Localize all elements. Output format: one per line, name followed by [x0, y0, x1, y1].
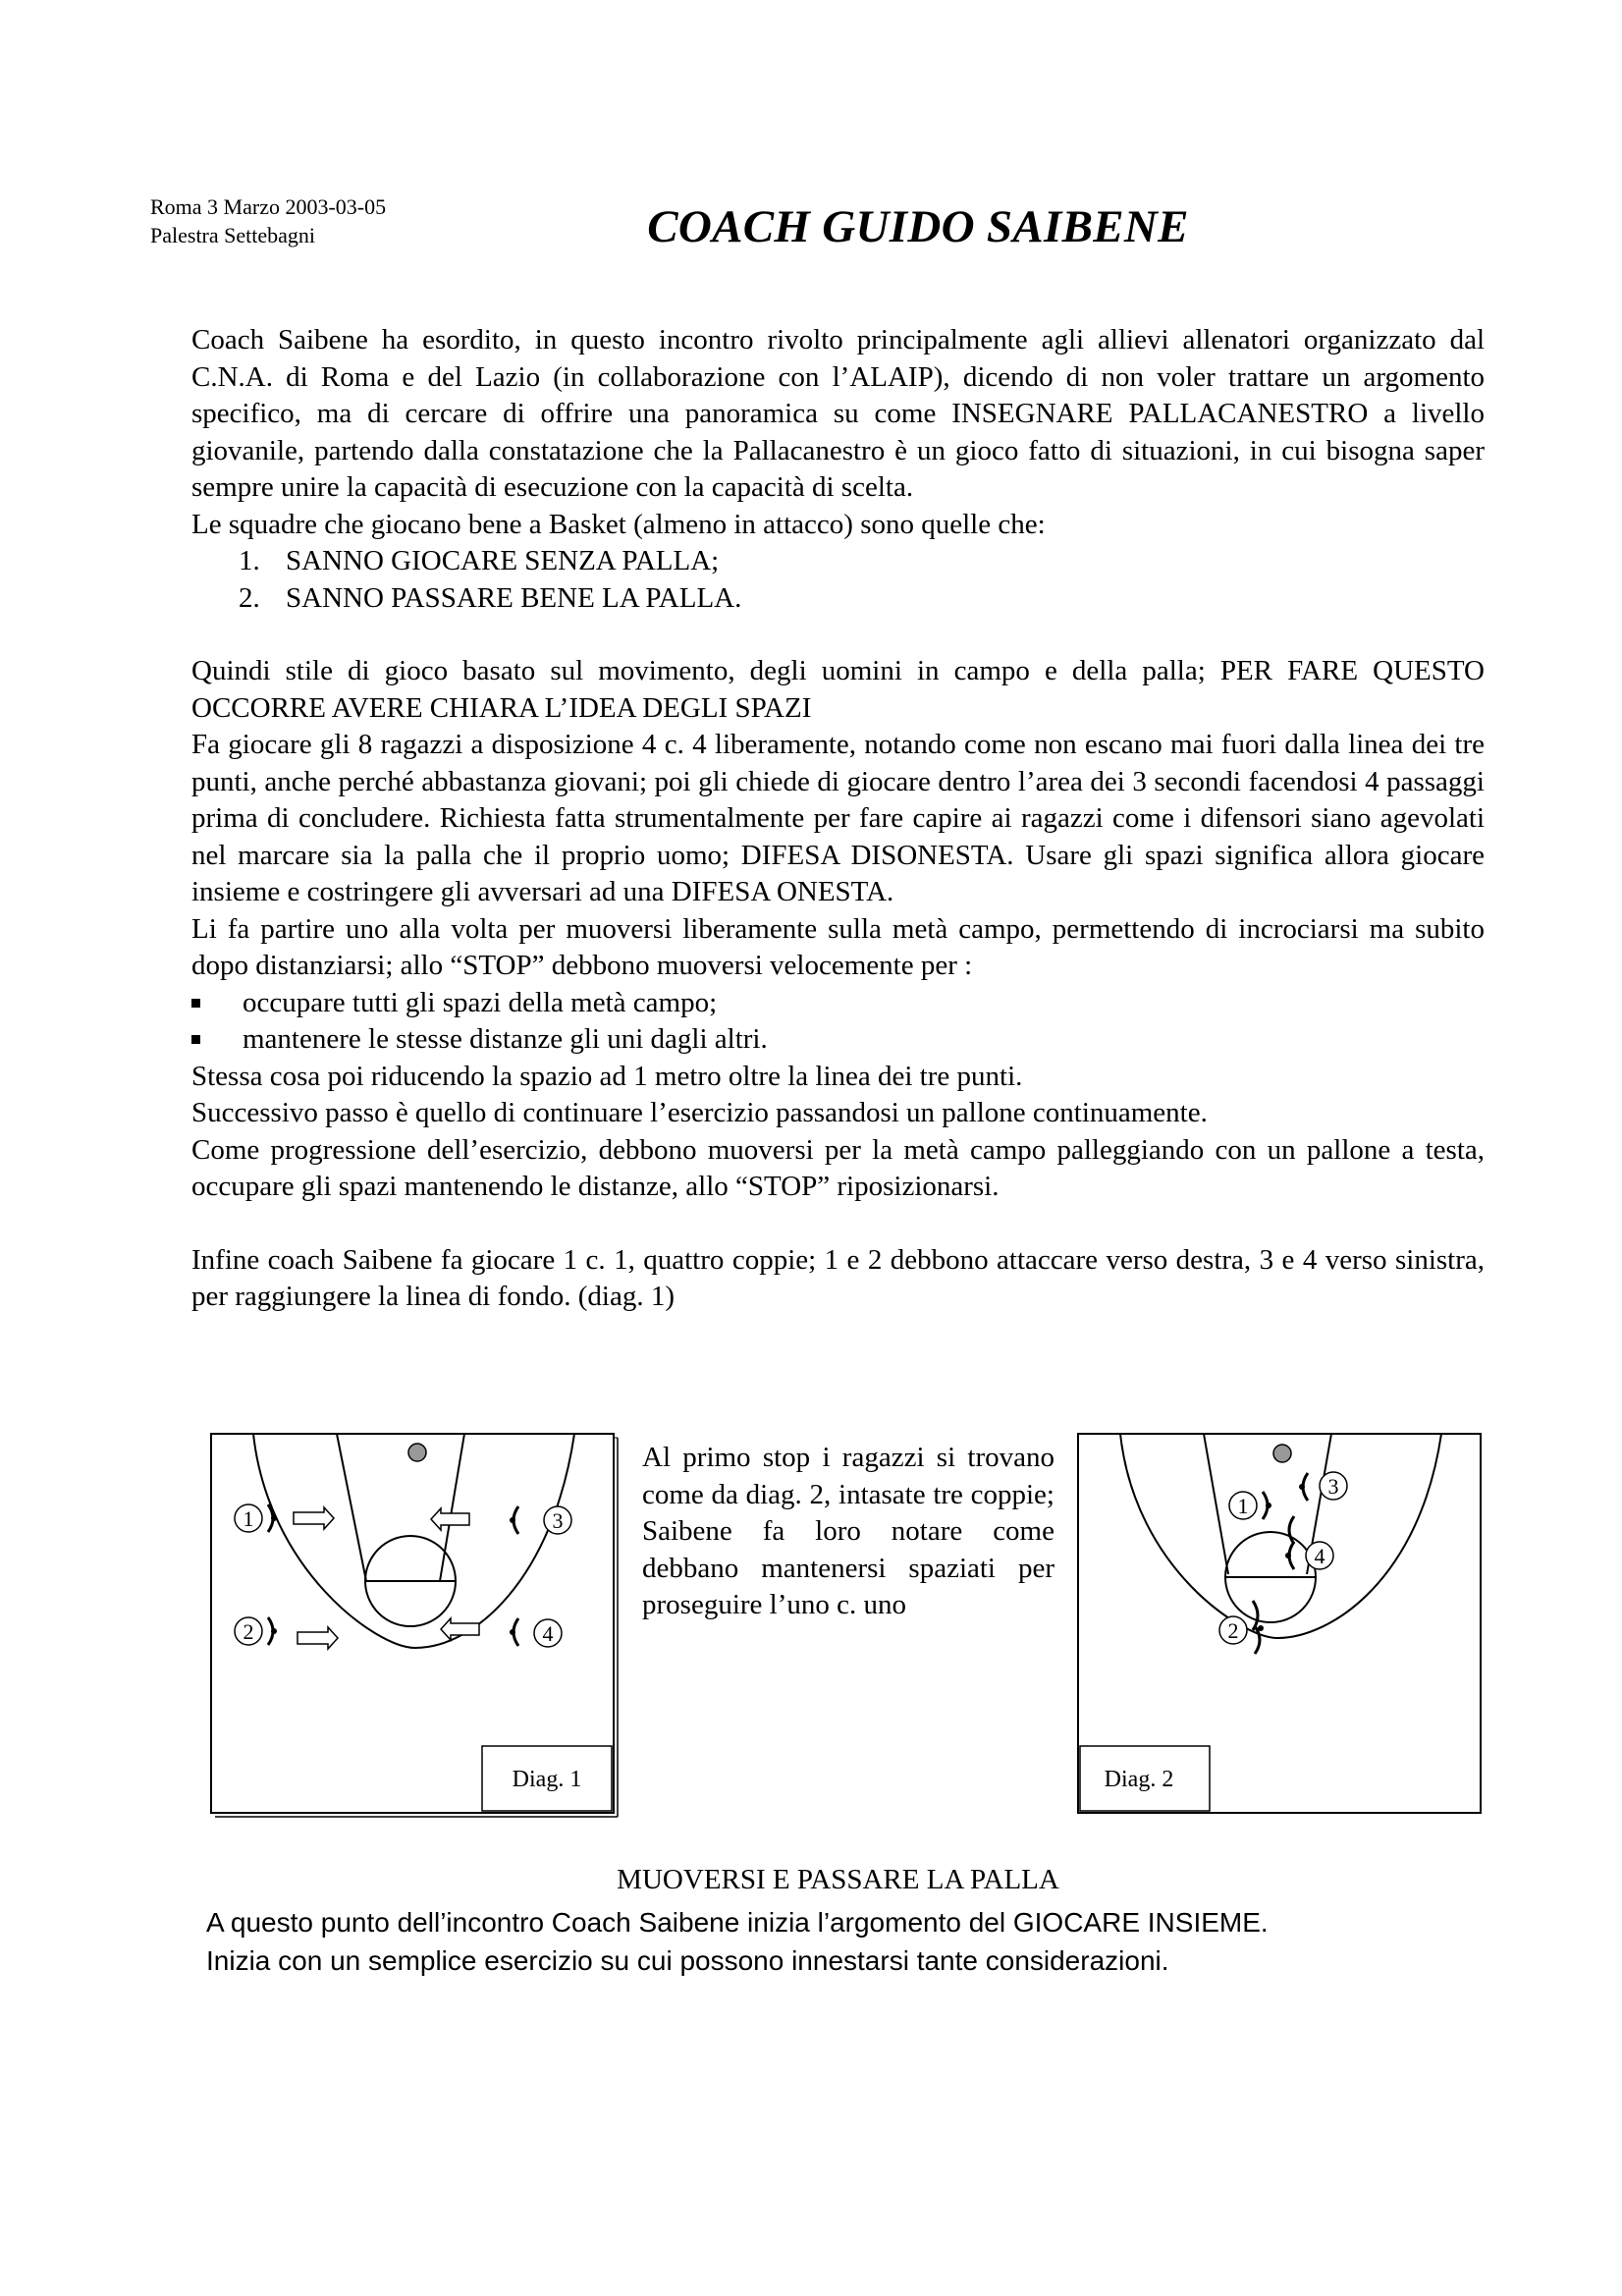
bullet-square-icon [191, 1035, 200, 1044]
paragraph-start: Li fa partire uno alla volta per muoversi liberamente sulla metà campo, permettendo di incrociarsi ma subito dopo distanziarsi; allo “STOP” debbono muoversi velocemente per : [191, 912, 1485, 981]
court-diagram-1 [209, 1432, 622, 1825]
bullet-text: occupare tutti gli spazi della metà campo; [243, 986, 718, 1018]
court-diagram-2 [1076, 1432, 1488, 1825]
paragraph-1v1: Infine coach Saibene fa giocare 1 c. 1, quattro coppie; 1 e 2 debbono attaccare verso destra, 3 e 4 verso sinistra, per raggiungere la linea di fondo. (diag. 1) [191, 1243, 1485, 1312]
paragraph-space: Stessa cosa poi riducendo la spazio ad 1 metro oltre la linea dei tre punti. [191, 1060, 1023, 1092]
article-body [191, 322, 1485, 1316]
bullet-text: mantenere le stesse distanze gli uni dagli altri. [243, 1023, 768, 1055]
paragraph-style: Quindi stile di gioco basato sul movimento, degli uomini in campo e della palla; PER FARE QUESTO OCCORRE AVERE CHIARA L’IDEA DEGLI SPAZI [191, 655, 1485, 724]
paragraph-4v4: Fa giocare gli 8 ragazzi a disposizione 4 c. 4 liberamente, notando come non escano mai fuori dalla linea dei tre punti, anche perché abbastanza giovani; poi gli chiede di giocare dentro l’area dei 3 secondi facendosi 4 passaggi prima di concludere. Richiesta fatta strumentalmente per fare capire ai ragazzi come i difensori siano agevolati nel marcare sia la palla che il proprio uomo; DIFESA DISONESTA. Usare gli spazi significa allora giocare insieme e costringere gli avversari ad una DIFESA ONESTA. [191, 729, 1485, 907]
player-number: 2 [243, 1619, 254, 1644]
list-number: 2. [239, 581, 260, 614]
header-meta [150, 192, 386, 249]
paragraph-intro: Coach Saibene ha esordito, in questo incontro rivolto principalmente agli allievi allenatori organizzato dal C.N.A. di Roma e del Lazio (in collaborazione con l’ALAIP), dicendo di non voler trattare un argomento specifico, ma di cercare di offrire una panoramica su come INSEGNARE PALLACANESTRO a livello giovanile, partendo dalla constatazione che la Pallacanestro è un gioco fatto di situazioni, in cui bisogna saper sempre unire la capacità di esecuzione con la capacità di scelta. [191, 324, 1485, 503]
player-number: 1 [1237, 1494, 1249, 1518]
bullet-item [191, 1021, 1485, 1059]
paragraph-teams: Le squadre che giocano bene a Basket (almeno in attacco) sono quelle che: [191, 508, 1046, 540]
player-number: 2 [1227, 1618, 1239, 1643]
player-number: 3 [552, 1508, 564, 1533]
diagram-2 [1076, 1432, 1488, 1825]
list-item [191, 580, 1485, 618]
paragraph-progression: Come progressione dell’esercizio, debbono muoversi per la metà campo palleggiando con un pallone a testa, occupare gli spazi mantenendo le distanze, allo “STOP” riposizionarsi. [191, 1133, 1485, 1202]
section-body [206, 1903, 1483, 1980]
list-text: SANNO PASSARE BENE LA PALLA. [286, 581, 742, 614]
list-text: SANNO GIOCARE SENZA PALLA; [286, 545, 720, 576]
section-title: MUOVERSI E PASSARE LA PALLA [617, 1864, 1059, 1895]
page-title: COACH GUIDO SAIBENE [647, 201, 1189, 252]
player-number: 4 [542, 1621, 554, 1646]
diagram-1 [209, 1432, 622, 1825]
section-line-1: A questo punto dell’incontro Coach Saibene inizia l’argomento del GIOCARE INSIEME. [206, 1907, 1269, 1938]
paragraph-passing: Successivo passo è quello di continuare l’esercizio passandosi un pallone continuamente. [191, 1097, 1208, 1128]
bullet-item [191, 985, 1485, 1022]
bullet-square-icon [191, 999, 200, 1008]
list-item [191, 543, 1485, 580]
diagram-label: Diag. 1 [512, 1767, 582, 1792]
diagram-label: Diag. 2 [1104, 1767, 1174, 1792]
diagram-caption: Al primo stop i ragazzi si trovano come da diag. 2, intasate tre coppie; Saibene fa loro notare come debbano mantenersi spaziati per proseguire l’uno c. uno [642, 1442, 1054, 1620]
player-number: 1 [243, 1506, 254, 1531]
header-date: Roma 3 Marzo 2003-03-05 [150, 194, 387, 219]
player-number: 4 [1314, 1544, 1325, 1568]
player-number: 3 [1327, 1474, 1339, 1499]
section-line-2: Inizia con un semplice esercizio su cui possono innestarsi tante considerazioni. [206, 1945, 1169, 1976]
header-venue: Palestra Settebagni [150, 223, 316, 247]
list-number: 1. [239, 545, 260, 576]
